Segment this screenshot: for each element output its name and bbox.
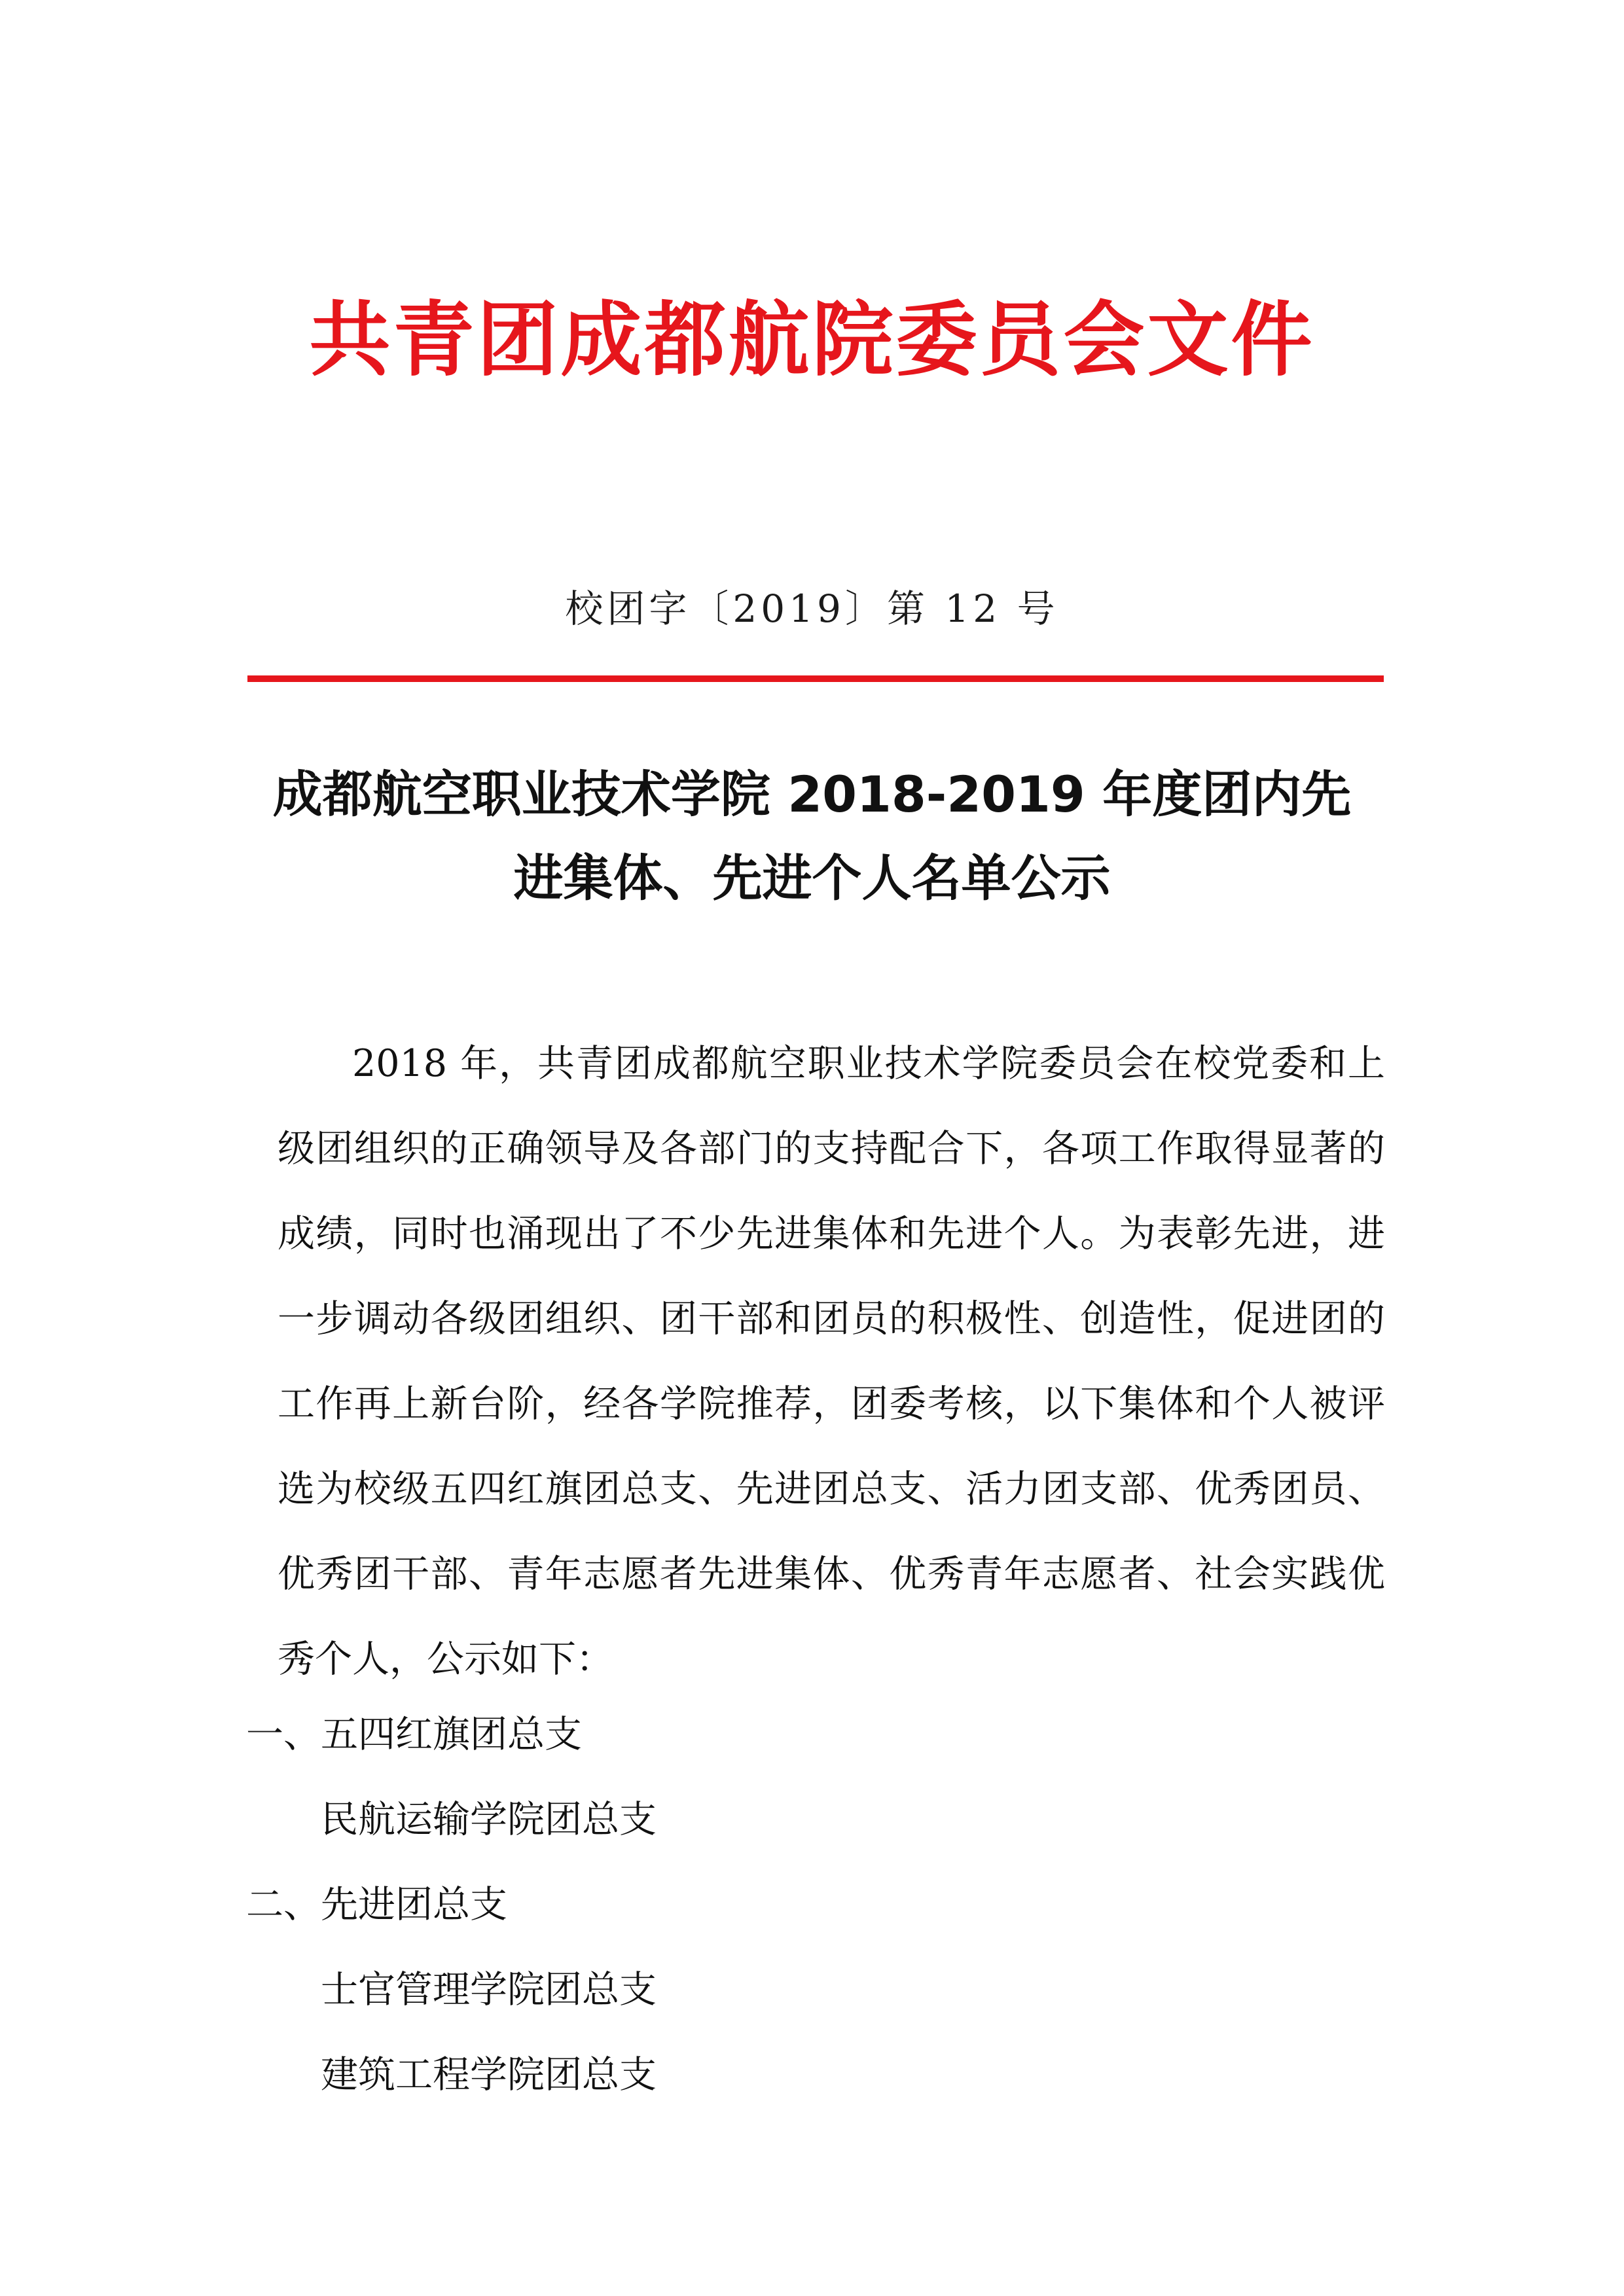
section-2-item-1: 士官管理学院团总支 bbox=[321, 1968, 657, 2011]
document-title bbox=[196, 753, 1428, 920]
section-1-item-1: 民航运输学院团总支 bbox=[321, 1798, 657, 1841]
document-header-title: 共青团成都航院委员会文件 bbox=[309, 293, 1315, 387]
document-title-line-2: 进集体、先进个人名单公示 bbox=[513, 849, 1111, 907]
section-heading-1: 一、五四红旗团总支 bbox=[246, 1713, 582, 1756]
document-title-line-1: 成都航空职业技术学院 2018-2019 年度团内先 bbox=[272, 765, 1352, 823]
document-number: 校团字〔2019〕第 12 号 bbox=[565, 586, 1059, 631]
body-paragraph: 2018 年，共青团成都航空职业技术学院委员会在校党委和上级团组织的正确领导及各部门的支持配合下，各项工作取得显著的成绩，同时也涌现出了不少先进集体和先进个人。为表彰先进，进一步调动各级团组织、团干部和团员的积极性、创造性，促进团的工作再上新台阶，经各学院推荐，团委考核，以下集体和个人被评选为校级五四红旗团总支、先进团总支、活力团支部、优秀团员、优秀团干部、青年志愿者先进集体、优秀青年志愿者、社会实践优秀个人，公示如下： bbox=[278, 1042, 1385, 1681]
section-2-item-2: 建筑工程学院团总支 bbox=[321, 2053, 657, 2096]
section-heading-2: 二、先进团总支 bbox=[246, 1883, 507, 1926]
red-divider-line bbox=[247, 675, 1384, 682]
